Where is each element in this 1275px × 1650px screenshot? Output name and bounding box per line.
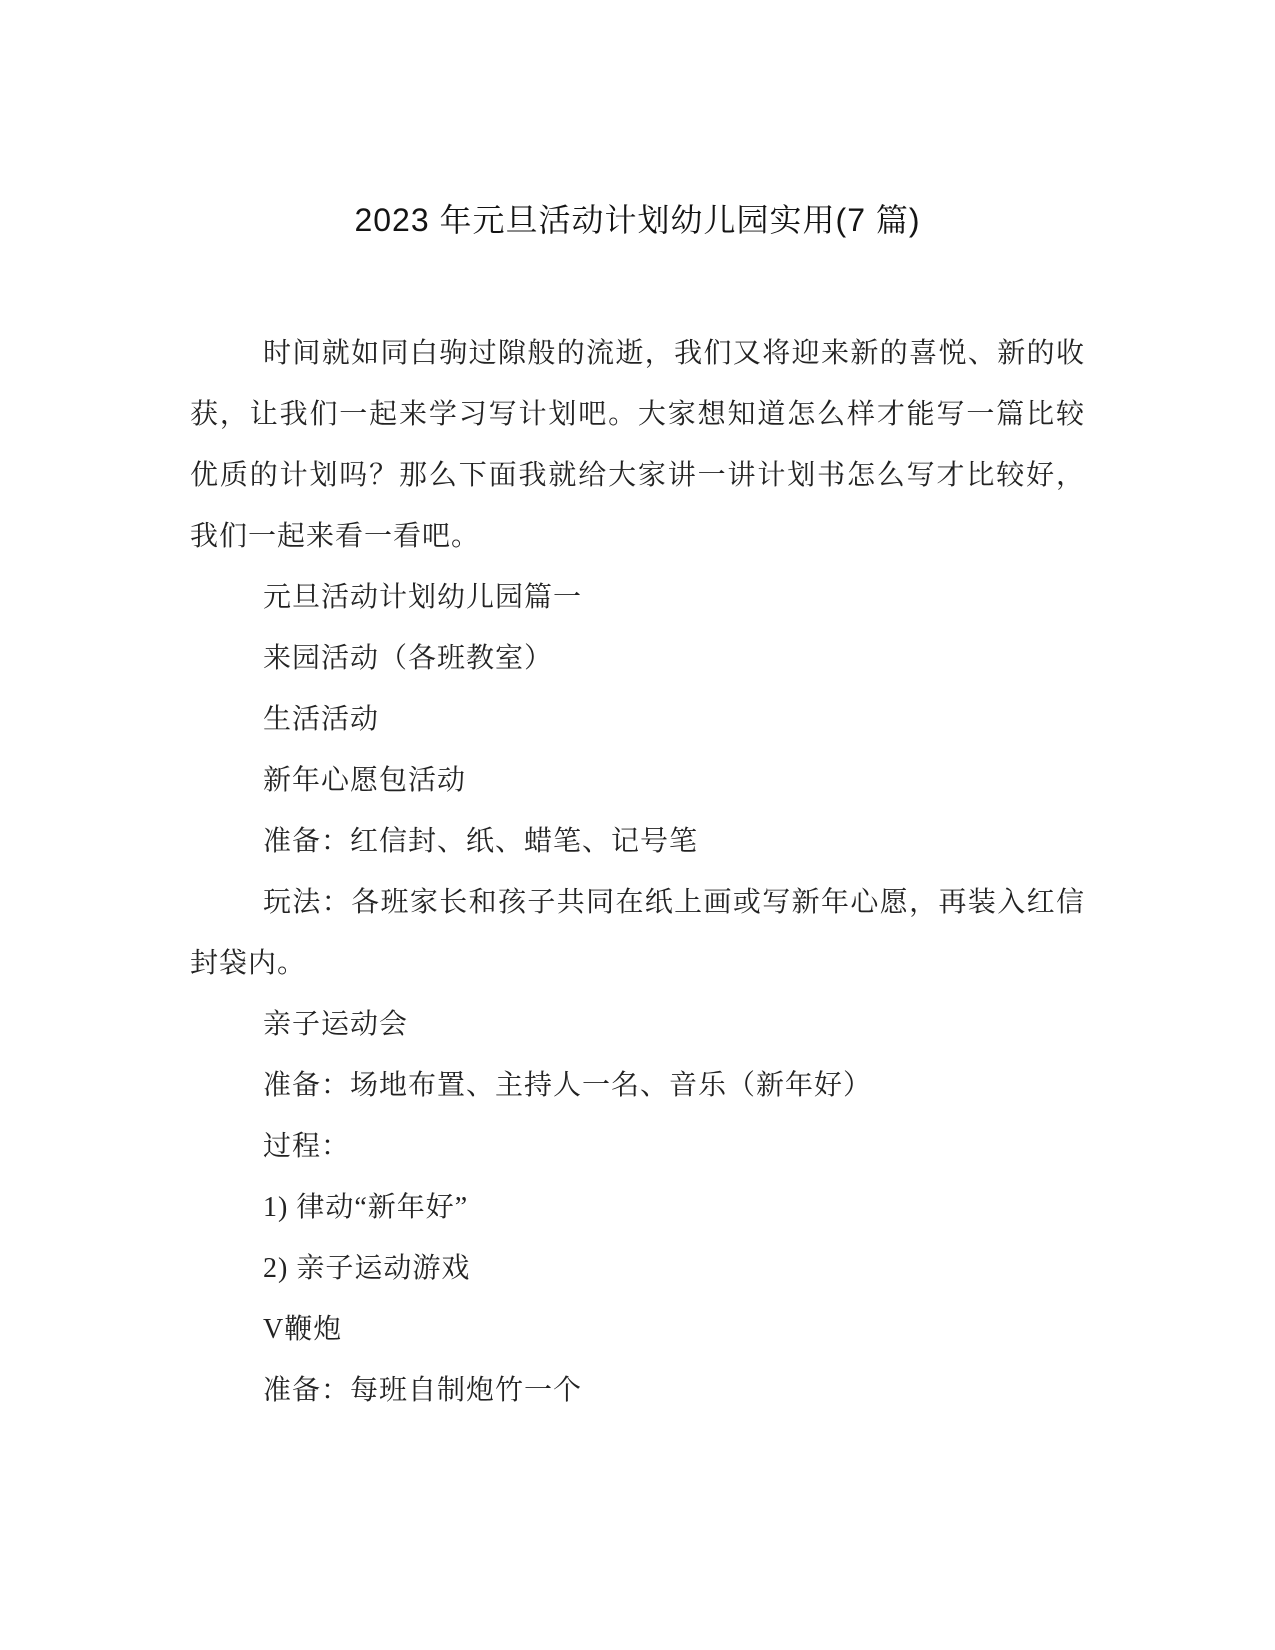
- paragraph-arrival-activity: 来园活动（各班教室）: [263, 643, 554, 674]
- paragraph-wish-bag-howto: 玩法：各班家长和孩子共同在纸上画或写新年心愿，再装入红信封袋内。: [190, 887, 1085, 979]
- paragraph-life-activity: 生活活动: [263, 704, 380, 735]
- paragraph-firecracker-prepare: 准备：每班自制炮竹一个: [263, 1375, 583, 1406]
- document-body: [190, 323, 1085, 1421]
- paragraph-sports-meeting: 亲子运动会: [263, 1009, 409, 1040]
- paragraph-process-step-1: 1) 律动“新年好”: [263, 1192, 469, 1223]
- paragraph-firecracker: V鞭炮: [263, 1314, 343, 1345]
- paragraph-wish-bag-activity: 新年心愿包活动: [263, 765, 467, 796]
- paragraph-section-heading: 元旦活动计划幼儿园篇一: [263, 582, 583, 613]
- paragraph-intro: 时间就如同白驹过隙般的流逝，我们又将迎来新的喜悦、新的收获，让我们一起来学习写计划吧。大家想知道怎么样才能写一篇比较优质的计划吗？那么下面我就给大家讲一讲计划书怎么写才比较好，我们一起来看一看吧。: [190, 338, 1085, 552]
- paragraph-sports-prepare: 准备：场地布置、主持人一名、音乐（新年好）: [263, 1070, 873, 1101]
- paragraph-process-step-2: 2) 亲子运动游戏: [263, 1253, 471, 1284]
- page-title: 2023 年元旦活动计划幼儿园实用(7 篇): [354, 202, 921, 238]
- paragraph-wish-bag-prepare: 准备：红信封、纸、蜡笔、记号笔: [263, 826, 699, 857]
- paragraph-process-heading: 过程：: [263, 1131, 351, 1162]
